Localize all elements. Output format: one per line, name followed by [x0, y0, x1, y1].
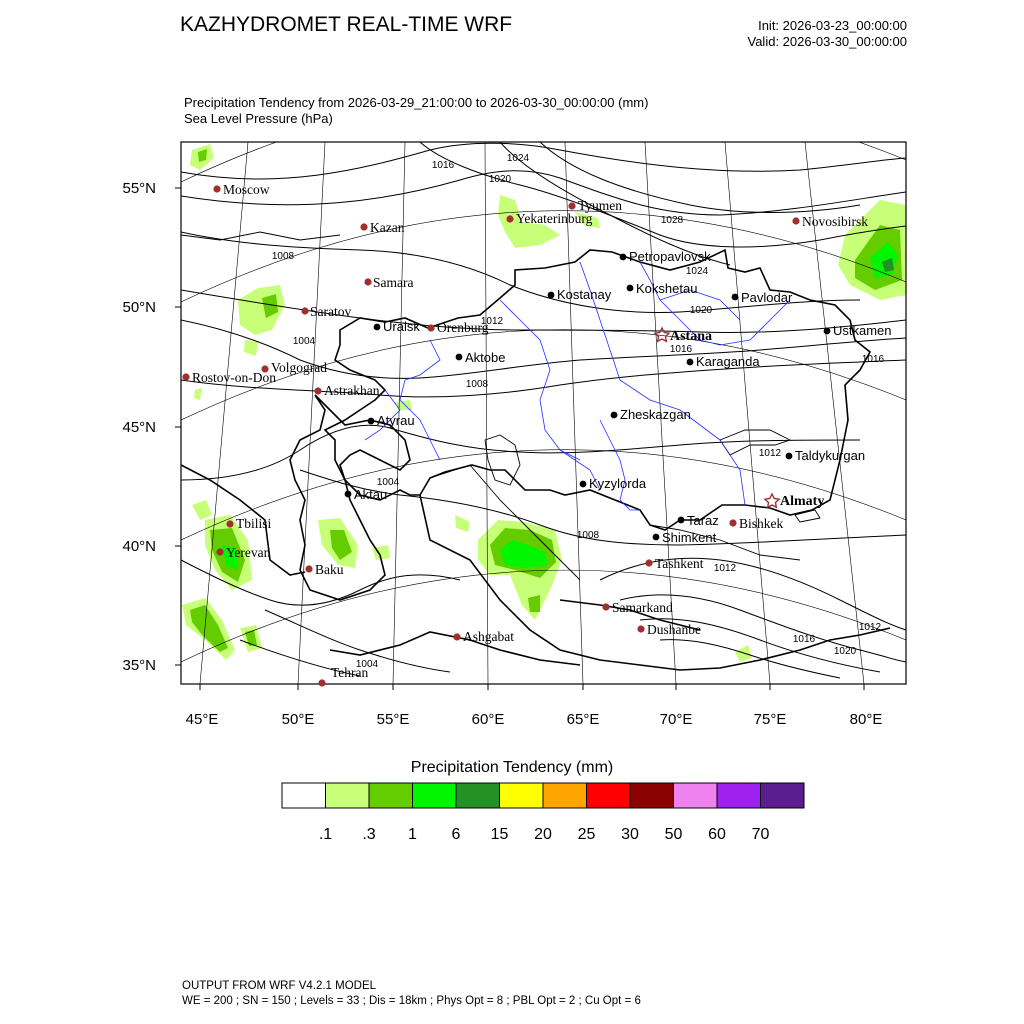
- svg-text:Rostov-on-Don: Rostov-on-Don: [192, 370, 276, 385]
- svg-text:Zheskazgan: Zheskazgan: [620, 407, 691, 422]
- city-petropavlovsk: [620, 249, 712, 264]
- svg-text:Samara: Samara: [373, 275, 414, 290]
- city-novosibirsk: [792, 214, 868, 229]
- city-kazan: [360, 220, 404, 235]
- legend-swatch: [761, 783, 805, 808]
- legend-swatch: [326, 783, 370, 808]
- legend-tick: 50: [664, 826, 683, 843]
- svg-text:Almaty: Almaty: [780, 494, 825, 509]
- svg-text:Saratov: Saratov: [310, 304, 352, 319]
- svg-text:Shimkent: Shimkent: [662, 530, 717, 545]
- lat-labels: [122, 180, 156, 674]
- precip-patch: [244, 340, 258, 356]
- init-time: Init: 2026-03-23_00:00:00: [758, 18, 907, 33]
- model-settings: WE = 200 ; SN = 150 ; Levels = 33 ; Dis = 18km ; Phys Opt = 8 ; PBL Opt = 2 ; Cu Opt = 6: [182, 995, 641, 1007]
- city-aktobe: [456, 350, 506, 365]
- legend-swatch: [282, 783, 326, 808]
- svg-text:Yekaterinburg: Yekaterinburg: [516, 211, 593, 226]
- isobar-label: 1004: [355, 659, 379, 670]
- svg-text:Taraz: Taraz: [687, 513, 719, 528]
- lon-label: 65°E: [566, 711, 600, 728]
- lon-label: 60°E: [471, 711, 505, 728]
- isobar-label: 1008: [576, 530, 600, 541]
- city-karaganda: [687, 354, 761, 369]
- axis-ticks: [175, 188, 864, 690]
- city-moscow: [213, 182, 269, 197]
- lat-label: 45°N: [122, 419, 156, 436]
- city-ustkamen: [824, 323, 892, 338]
- issyk-kul: [795, 510, 820, 522]
- city-pavlodar: [732, 290, 793, 305]
- meridian-50e: [298, 142, 325, 684]
- city-tashkent: [645, 556, 703, 571]
- legend-tick: 70: [751, 826, 770, 843]
- lon-label: 75°E: [753, 711, 787, 728]
- precip-patch: [194, 388, 202, 400]
- svg-text:Yerevan: Yerevan: [226, 545, 271, 560]
- city-kokshetau: [627, 281, 698, 296]
- city-shimkent: [653, 530, 717, 545]
- svg-text:Volgograd: Volgograd: [271, 360, 327, 375]
- isobar-label: 1016: [792, 634, 816, 645]
- svg-text:Moscow: Moscow: [223, 182, 270, 197]
- capital-astana: [655, 328, 712, 344]
- lon-label: 50°E: [281, 711, 315, 728]
- legend-swatch: [717, 783, 761, 808]
- parallel-55n: [181, 90, 906, 182]
- legend-swatch: [369, 783, 413, 808]
- legend-swatch: [413, 783, 457, 808]
- svg-text:Tyumen: Tyumen: [578, 198, 623, 213]
- precip-patch: [395, 400, 412, 410]
- svg-text:Bishkek: Bishkek: [739, 516, 784, 531]
- isobar-label: 1024: [506, 153, 530, 164]
- isobar-label: 1012: [758, 448, 782, 459]
- isobar-label: 1016: [861, 354, 885, 365]
- legend-swatch: [587, 783, 631, 808]
- svg-text:Karaganda: Karaganda: [696, 354, 760, 369]
- lon-labels: [186, 711, 883, 728]
- legend-swatch: [500, 783, 544, 808]
- svg-text:Tbilisi: Tbilisi: [236, 516, 272, 531]
- isobar-label: 1004: [292, 336, 316, 347]
- legend-swatch: [630, 783, 674, 808]
- svg-text:Kyzylorda: Kyzylorda: [589, 476, 647, 491]
- legend-tick: .3: [362, 826, 376, 843]
- lon-label: 55°E: [376, 711, 410, 728]
- svg-text:Taldykurgan: Taldykurgan: [795, 448, 866, 463]
- svg-text:Samarkand: Samarkand: [612, 600, 673, 615]
- isobar-label: 1016: [669, 344, 693, 355]
- svg-text:Pavlodar: Pavlodar: [741, 290, 793, 305]
- capital-almaty: [765, 494, 824, 509]
- isobar-label: 1004: [376, 477, 400, 488]
- legend-tick: 6: [451, 826, 461, 843]
- svg-text:Tashkent: Tashkent: [655, 556, 704, 571]
- city-kyzylorda: [580, 476, 647, 491]
- city-ashgabat: [453, 629, 514, 644]
- svg-text:Baku: Baku: [315, 562, 344, 577]
- svg-text:Astana: Astana: [670, 329, 713, 344]
- lat-label: 40°N: [122, 538, 156, 555]
- lon-label: 45°E: [185, 711, 219, 728]
- precip-patch: [735, 645, 752, 662]
- city-saratov: [301, 304, 351, 319]
- legend-tick: 60: [708, 826, 726, 843]
- field-description-slp: Sea Level Pressure (hPa): [184, 111, 333, 126]
- isobar-label: 1008: [465, 379, 489, 390]
- city-aktau: [345, 487, 388, 502]
- city-taraz: [678, 513, 719, 528]
- city-zheskazgan: [611, 407, 691, 422]
- isobar-label: 1016: [431, 160, 455, 171]
- isobar-label: 1012: [480, 316, 504, 327]
- precip-patch: [238, 285, 285, 335]
- field-description-precip: Precipitation Tendency from 2026-03-29_21:00:00 to 2026-03-30_00:00:00 (mm): [184, 95, 649, 110]
- svg-text:Tehran: Tehran: [331, 665, 369, 680]
- valid-time: Valid: 2026-03-30_00:00:00: [747, 34, 907, 49]
- isobar-label: 1012: [713, 563, 737, 574]
- legend-swatch: [674, 783, 718, 808]
- province-line: [500, 300, 580, 460]
- city-rostov-on-don: [182, 370, 276, 385]
- lon-label: 70°E: [659, 711, 693, 728]
- legend-tick: 1: [408, 826, 417, 843]
- legend-colorbar: [282, 783, 804, 808]
- svg-text:Aktau: Aktau: [354, 487, 388, 502]
- svg-text:Petropavlovsk: Petropavlovsk: [629, 249, 711, 264]
- meridian-45e: [200, 142, 248, 684]
- star-icon: [765, 494, 779, 507]
- legend-swatch: [456, 783, 500, 808]
- page-title: KAZHYDROMET REAL-TIME WRF: [180, 13, 513, 36]
- svg-text:Atyrau: Atyrau: [377, 413, 415, 428]
- svg-text:Kokshetau: Kokshetau: [636, 281, 698, 296]
- svg-text:Aktobe: Aktobe: [465, 350, 506, 365]
- isobar-label: 1020: [833, 646, 857, 657]
- legend-tick: 20: [534, 826, 552, 843]
- city-baku: [305, 562, 343, 577]
- city-astrakhan: [314, 383, 379, 398]
- precip-patch: [455, 515, 470, 532]
- precip-patch: [192, 500, 212, 520]
- meridian-75e: [725, 142, 770, 684]
- model-info: OUTPUT FROM WRF V4.2.1 MODEL: [182, 980, 377, 992]
- svg-text:Kostanay: Kostanay: [557, 287, 612, 302]
- isobar-label: 1012: [858, 622, 882, 633]
- aral-sea: [485, 435, 520, 485]
- city-kostanay: [548, 287, 612, 302]
- legend-swatch: [543, 783, 587, 808]
- lat-label: 35°N: [122, 657, 156, 674]
- svg-text:Dushanbe: Dushanbe: [647, 622, 701, 637]
- city-dushanbe: [637, 622, 701, 637]
- province-line: [580, 262, 620, 380]
- isobar-label: 1020: [488, 174, 512, 185]
- meridian-60e: [485, 142, 488, 684]
- isobar: [420, 142, 906, 247]
- city-samara: [364, 275, 413, 290]
- legend-tick: 15: [490, 826, 509, 843]
- isobar-label: 1028: [660, 215, 684, 226]
- city-taldykurgan: [786, 448, 866, 463]
- isobar-label: 1008: [271, 251, 295, 262]
- svg-text:Ashgabat: Ashgabat: [463, 629, 514, 644]
- svg-text:Astrakhan: Astrakhan: [324, 383, 380, 398]
- svg-text:Ustkamen: Ustkamen: [833, 323, 892, 338]
- isobar-label: 1020: [689, 305, 713, 316]
- map-area: [181, 90, 906, 684]
- svg-text:Kazan: Kazan: [370, 220, 405, 235]
- svg-text:Orenburg: Orenburg: [437, 320, 489, 335]
- city-bishkek: [729, 516, 783, 531]
- legend-tick: 30: [621, 826, 639, 843]
- russia-region: [181, 232, 340, 240]
- svg-text:Novosibirsk: Novosibirsk: [802, 214, 869, 229]
- lon-label: 80°E: [849, 711, 883, 728]
- isobar-label: 1024: [685, 266, 709, 277]
- lat-label: 55°N: [122, 180, 156, 197]
- legend-tick: .1: [318, 826, 333, 843]
- city-samarkand: [602, 600, 673, 615]
- star-icon: [655, 328, 669, 341]
- legend-title: Precipitation Tendency (mm): [410, 759, 614, 776]
- city-yekaterinburg: [506, 211, 592, 226]
- svg-text:Uralsk: Uralsk: [383, 319, 420, 334]
- city-orenburg: [427, 320, 488, 335]
- legend-tick: 25: [577, 826, 596, 843]
- lat-label: 50°N: [122, 299, 156, 316]
